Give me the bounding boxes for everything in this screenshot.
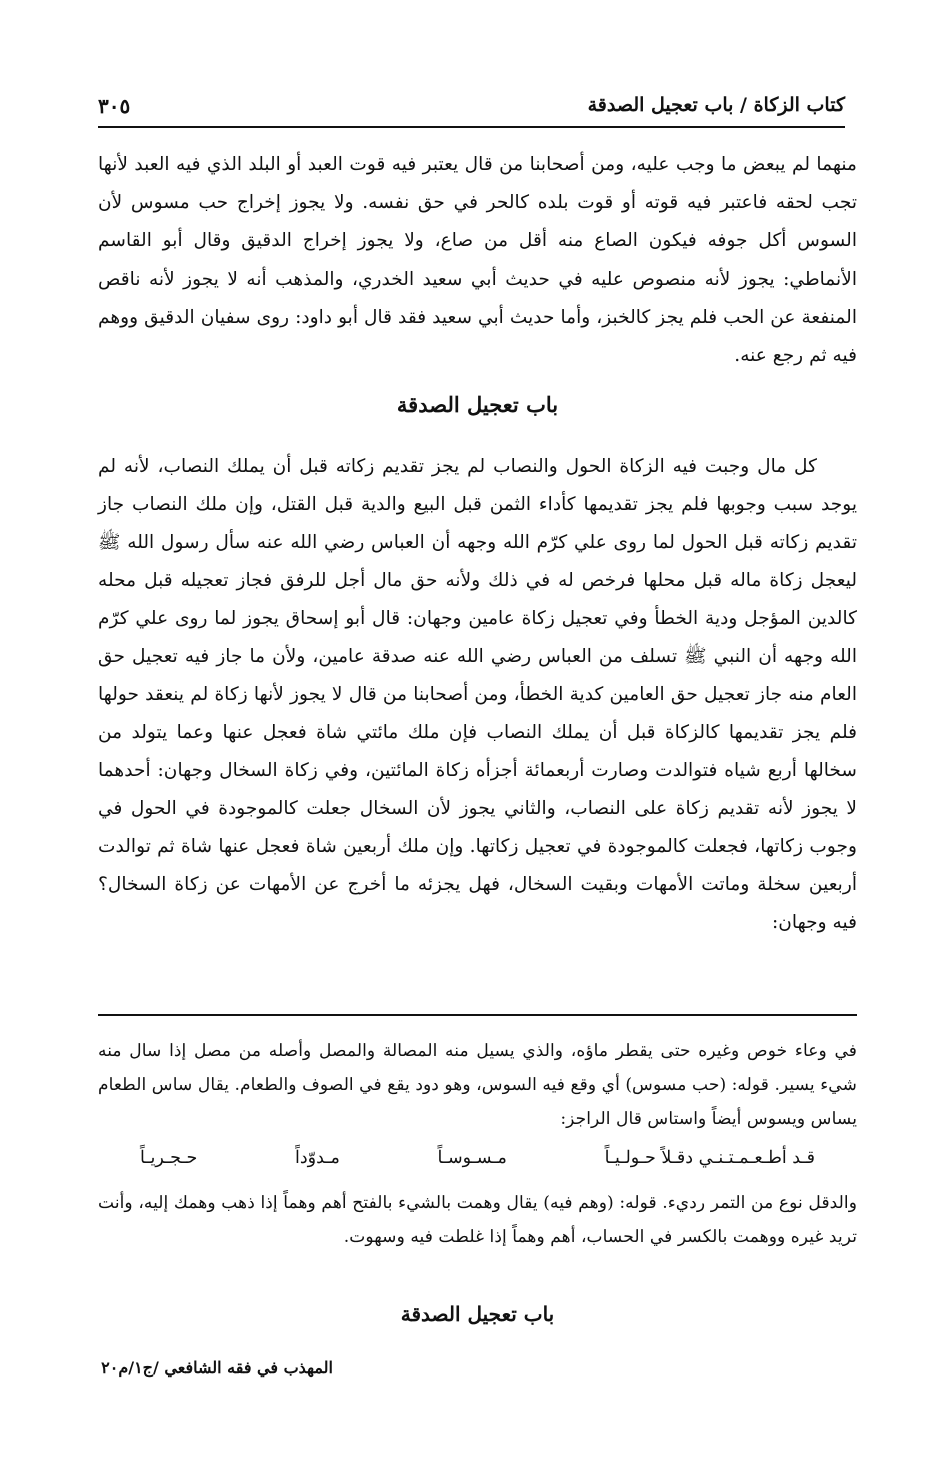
running-title: كتاب الزكاة / باب تعجيل الصدقة [587, 94, 845, 116]
paragraph-text: كل مال وجبت فيه الزكاة الحول والنصاب لم يجز تقديم زكاته قبل أن يملك النصاب، لأنه لم يوجد سبب وجوبها فلم يجز تقديمها كأداء الثمن قبل البيع والدية قبل القتل، وإن ملك النصاب جاز تقديم زكاته قبل الحول لما روى علي كرّم الله وجهه أن العباس رضي الله عنه سأل رسول الله ﷺ ليعجل زكاة ماله قبل محلها فرخص له في ذلك ولأنه حق مال أجل للرفق فجاز تعجيله قبل محله كالدين المؤجل ودية الخطأ وفي تعجيل زكاة عامين وجهان: قال أبو إسحاق يجوز لما روى علي كرّم الله وجهه أن النبي ﷺ تسلف من العباس رضي الله عنه صدقة عامين، ولأن ما جاز فيه تعجيل حق العام منه جاز تعجيل حق العامين كدية الخطأ، ومن أصحابنا من قال لا يجوز لأنها زكاة لم ينعقد حولها فلم يجز تقديمها كالزكاة قبل أن يملك النصاب فإن ملك مائتي شاة فعجل عنها وعما يتولد من سخالها أربع شياه فتوالدت وصارت أربعمائة أجزأه زكاة المائتين، وفي زكاة السخال وجهان: أحدهما لا يجوز لأنه تقديم زكاة على النصاب، والثاني يجوز لأن السخال جعلت كالموجودة في الحول في وجوب زكاتها، فجعلت كالموجودة في تعجيل زكاتها. وإن ملك أربعين شاة فعجل عنها شاة ثم توالدت أربعين سخلة وماتت الأمهات وبقيت السخال، فهل يجزئه ما أخرج عن الأمهات عن زكاة السخال؟ فيه وجهان: [98, 456, 857, 933]
footnote-divider [98, 1014, 857, 1016]
poetry-verse [140, 1148, 815, 1168]
verse-part: حـجـريـاً [140, 1148, 198, 1168]
commentary-paragraph-2 [98, 1186, 857, 1254]
paragraph-text: منهما لم يبعض ما وجب عليه، ومن أصحابنا من قال يعتبر فيه قوت العبد أو البلد الذي فيه العبد لأنها تجب لحقه فاعتبر فيه قوته أو قوت بلده كالحر في حق نفسه. ولا يجوز إخراج حب مسوس لأن السوس أكل جوفه فيكون الصاع منه أقل من صاع، ولا يجوز إخراج الدقيق وقال أبو القاسم الأنماطي: يجوز لأنه منصوص عليه في حديث أبي سعيد الخدري، والمذهب أنه لا يجوز لأنه ناقص المنفعة عن الحب فلم يجز كالخبز، وأما حديث أبي سعيد فقد قال أبو داود: روى سفيان الدقيق ووهم فيه ثم رجع عنه. [98, 154, 857, 367]
commentary-text: والدقل نوع من التمر رديء. قوله: (وهم فيه) يقال وهمت بالشيء بالفتح أهم وهماً إذا ذهب وهمك إليه، وأنت تريد غيره ووهمت بالكسر في الحساب، أهم وهماً إذا غلطت فيه وسهوت. [98, 1193, 857, 1247]
chapter-title: باب تعجيل الصدقة [396, 392, 559, 417]
main-paragraph-2 [98, 448, 857, 942]
page-number: ٣٠٥ [98, 94, 131, 118]
book-reference-footer: المهذب في فقه الشافعي /ج١/م٢٠ [101, 1358, 333, 1377]
page-header [98, 92, 845, 128]
main-paragraph-1 [98, 146, 857, 375]
verse-part: مـدوّداً [295, 1148, 340, 1168]
verse-part: قـد أطـعـمـتـنـي دقـلاً حـولـيـاً [604, 1148, 815, 1168]
verse-part: مـسـوسـاً [437, 1148, 507, 1168]
commentary-section-title: باب تعجيل الصدقة [400, 1302, 555, 1326]
commentary-text: في وعاء خوص وغيره حتى يقطر ماؤه، والذي يسيل منه المصالة والمصل وأصله من مصل إذا سال منه شيء يسير. قوله: (حب مسوس) أي وقع فيه السوس، وهو دود يقع في الصوف والطعام. يقال ساس الطعام يساس ويسوس أيضاً واستاس قال الراجز: [98, 1041, 858, 1129]
commentary-paragraph-1 [98, 1034, 857, 1136]
